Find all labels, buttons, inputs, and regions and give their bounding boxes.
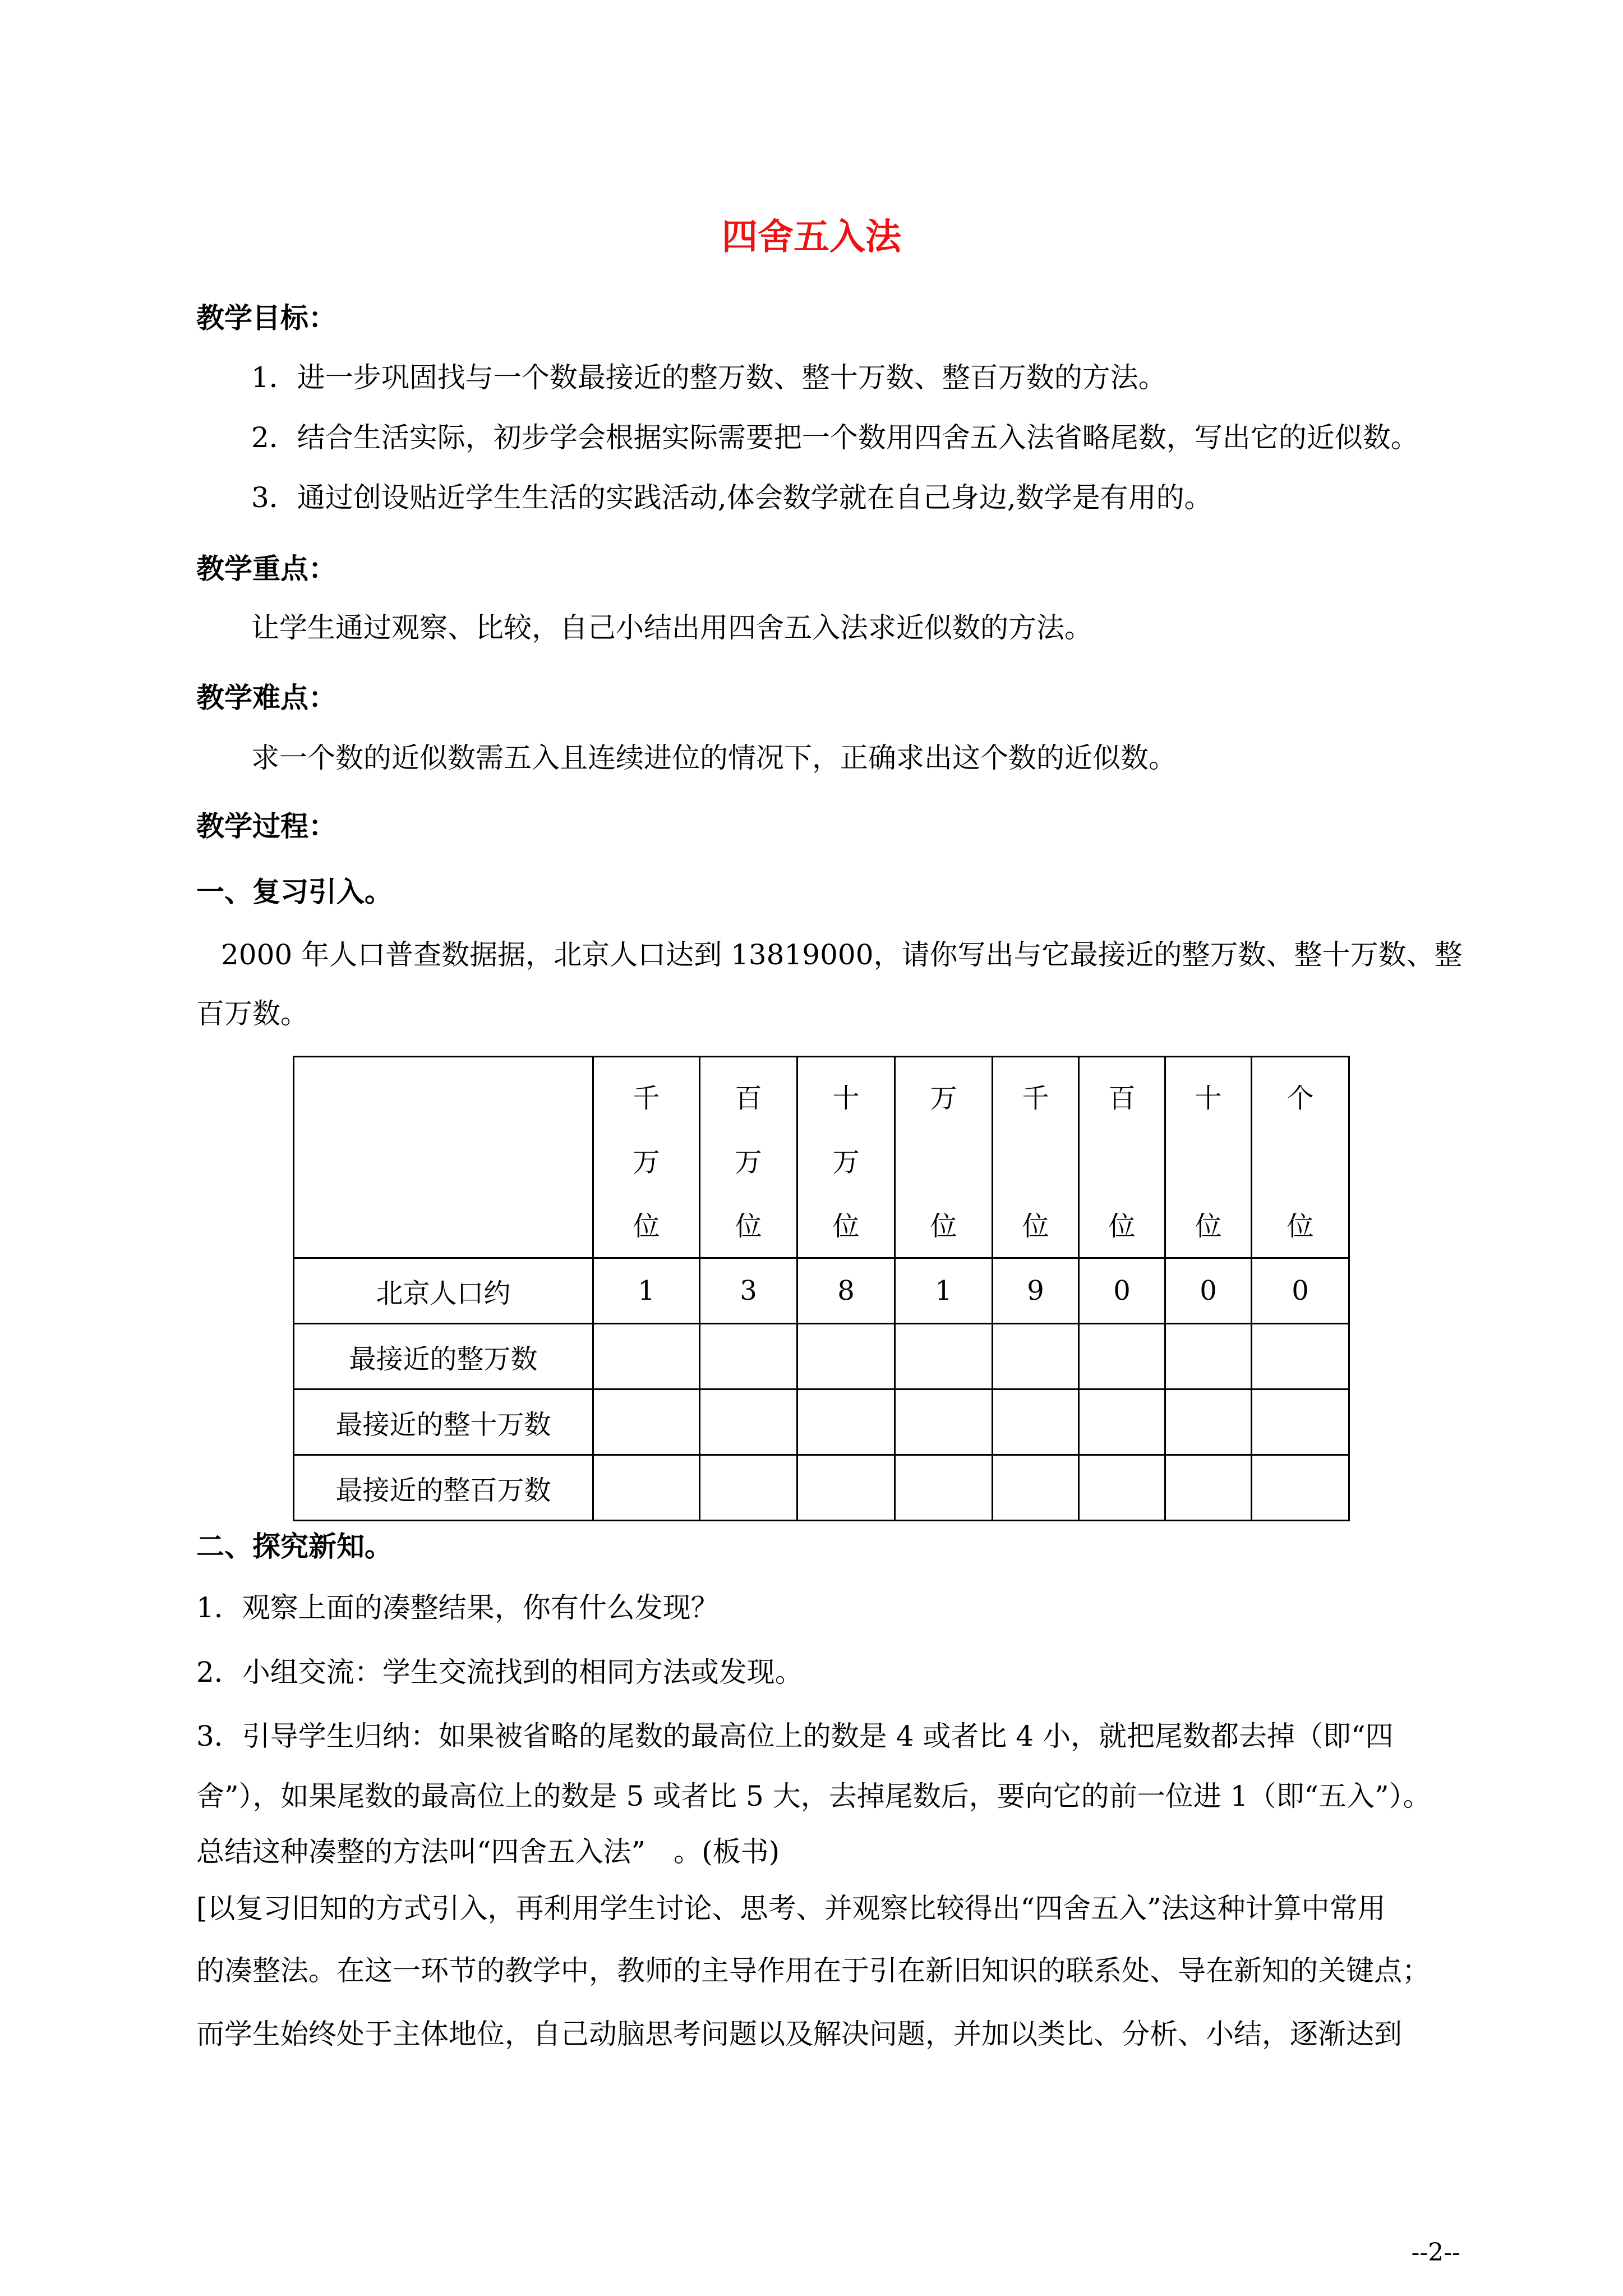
table-header-cell: 个 位	[1252, 1057, 1349, 1258]
row-label: 最接近的整十万数	[294, 1389, 593, 1455]
table-corner-cell	[294, 1057, 593, 1258]
table-cell	[593, 1389, 700, 1455]
table-cell	[993, 1389, 1079, 1455]
table-header-cell: 百 万 位	[700, 1057, 797, 1258]
table-cell: 0	[1165, 1258, 1252, 1324]
part2-item: 3．引导学生归纳：如果被省略的尾数的最高位上的数是 4 或者比 4 小，就把尾数都去掉（即“四	[196, 1720, 1394, 1752]
table-row	[294, 1455, 1349, 1521]
page-number: --2--	[1411, 2238, 1460, 2267]
table-cell	[1252, 1455, 1349, 1521]
part2-item: 舍”），如果尾数的最高位上的数是 5 或者比 5 大，去掉尾数后，要向它的前一位进 1（即“五入”）。	[196, 1780, 1431, 1812]
table-cell: 9	[993, 1258, 1079, 1324]
teaching-note: [以复习旧知的方式引入，再利用学生讨论、思考、并观察比较得出“四舍五入”法这种计算中常用	[196, 1892, 1386, 1925]
part2-heading: 二、探究新知。	[196, 1530, 393, 1563]
goal-item: 3．通过创设贴近学生生活的实践活动,体会数学就在自己身边,数学是有用的。	[251, 481, 1212, 514]
place-value-table	[293, 1056, 1350, 1521]
table-cell	[895, 1324, 993, 1389]
part2-item: 2．小组交流：学生交流找到的相同方法或发现。	[196, 1656, 803, 1688]
table-row	[294, 1324, 1349, 1389]
part2-item: 总结这种凑整的方法叫“四舍五入法” 。(板书)	[196, 1835, 780, 1868]
table-cell	[1079, 1324, 1165, 1389]
table-cell: 0	[1079, 1258, 1165, 1324]
table-header-cell: 百 位	[1079, 1057, 1165, 1258]
table-row	[294, 1258, 1349, 1324]
table-cell	[797, 1324, 895, 1389]
part1-heading: 一、复习引入。	[196, 875, 393, 908]
table-cell	[1165, 1324, 1252, 1389]
table-header-cell: 十 位	[1165, 1057, 1252, 1258]
key-text: 让学生通过观察、比较，自己小结出用四舍五入法求近似数的方法。	[251, 611, 1092, 644]
process-heading: 教学过程：	[196, 809, 336, 843]
key-heading: 教学重点：	[196, 552, 336, 585]
difficulty-text: 求一个数的近似数需五入且连续进位的情况下，正确求出这个数的近似数。	[251, 742, 1177, 774]
table-cell	[993, 1324, 1079, 1389]
table-header-cell: 千 位	[993, 1057, 1079, 1258]
part1-text: 百万数。	[196, 997, 308, 1030]
table-cell: 8	[797, 1258, 895, 1324]
part2-item: 1．观察上面的凑整结果，你有什么发现？	[196, 1591, 719, 1624]
table-header-row	[294, 1057, 1349, 1258]
table-header-cell: 万 位	[895, 1057, 993, 1258]
difficulty-heading: 教学难点：	[196, 681, 336, 714]
row-label: 最接近的整百万数	[294, 1455, 593, 1521]
table-cell	[993, 1455, 1079, 1521]
table-cell	[1252, 1389, 1349, 1455]
table-cell	[700, 1455, 797, 1521]
table-cell	[895, 1455, 993, 1521]
page-title: 四舍五入法	[722, 216, 901, 258]
teaching-note: 而学生始终处于主体地位，自己动脑思考问题以及解决问题，并加以类比、分析、小结，逐渐达到	[196, 2018, 1402, 2050]
teaching-note: 的凑整法。在这一环节的教学中，教师的主导作用在于引在新旧知识的联系处、导在新知的关键点；	[196, 1954, 1430, 1987]
table-cell	[797, 1455, 895, 1521]
table-cell	[1252, 1324, 1349, 1389]
row-label: 北京人口约	[294, 1258, 593, 1324]
table-cell	[895, 1389, 993, 1455]
table-cell	[700, 1389, 797, 1455]
goal-item: 1．进一步巩固找与一个数最接近的整万数、整十万数、整百万数的方法。	[251, 361, 1166, 394]
table-cell: 3	[700, 1258, 797, 1324]
table-cell	[1165, 1389, 1252, 1455]
part1-text: 2000 年人口普查数据据，北京人口达到 13819000，请你写出与它最接近的整万数、整十万数、整	[221, 938, 1463, 971]
table-header-cell: 十 万 位	[797, 1057, 895, 1258]
table-cell: 1	[895, 1258, 993, 1324]
table-cell	[1079, 1455, 1165, 1521]
table-cell	[593, 1324, 700, 1389]
table-cell: 1	[593, 1258, 700, 1324]
goals-heading: 教学目标：	[196, 301, 336, 334]
table-cell	[797, 1389, 895, 1455]
table-cell: 0	[1252, 1258, 1349, 1324]
table-cell	[593, 1455, 700, 1521]
goal-item: 2．结合生活实际，初步学会根据实际需要把一个数用四舍五入法省略尾数，写出它的近似数。	[251, 421, 1419, 454]
table-cell	[1079, 1389, 1165, 1455]
row-label: 最接近的整万数	[294, 1324, 593, 1389]
table-header-cell: 千 万 位	[593, 1057, 700, 1258]
table-cell	[1165, 1455, 1252, 1521]
table-cell	[700, 1324, 797, 1389]
table-row	[294, 1389, 1349, 1455]
